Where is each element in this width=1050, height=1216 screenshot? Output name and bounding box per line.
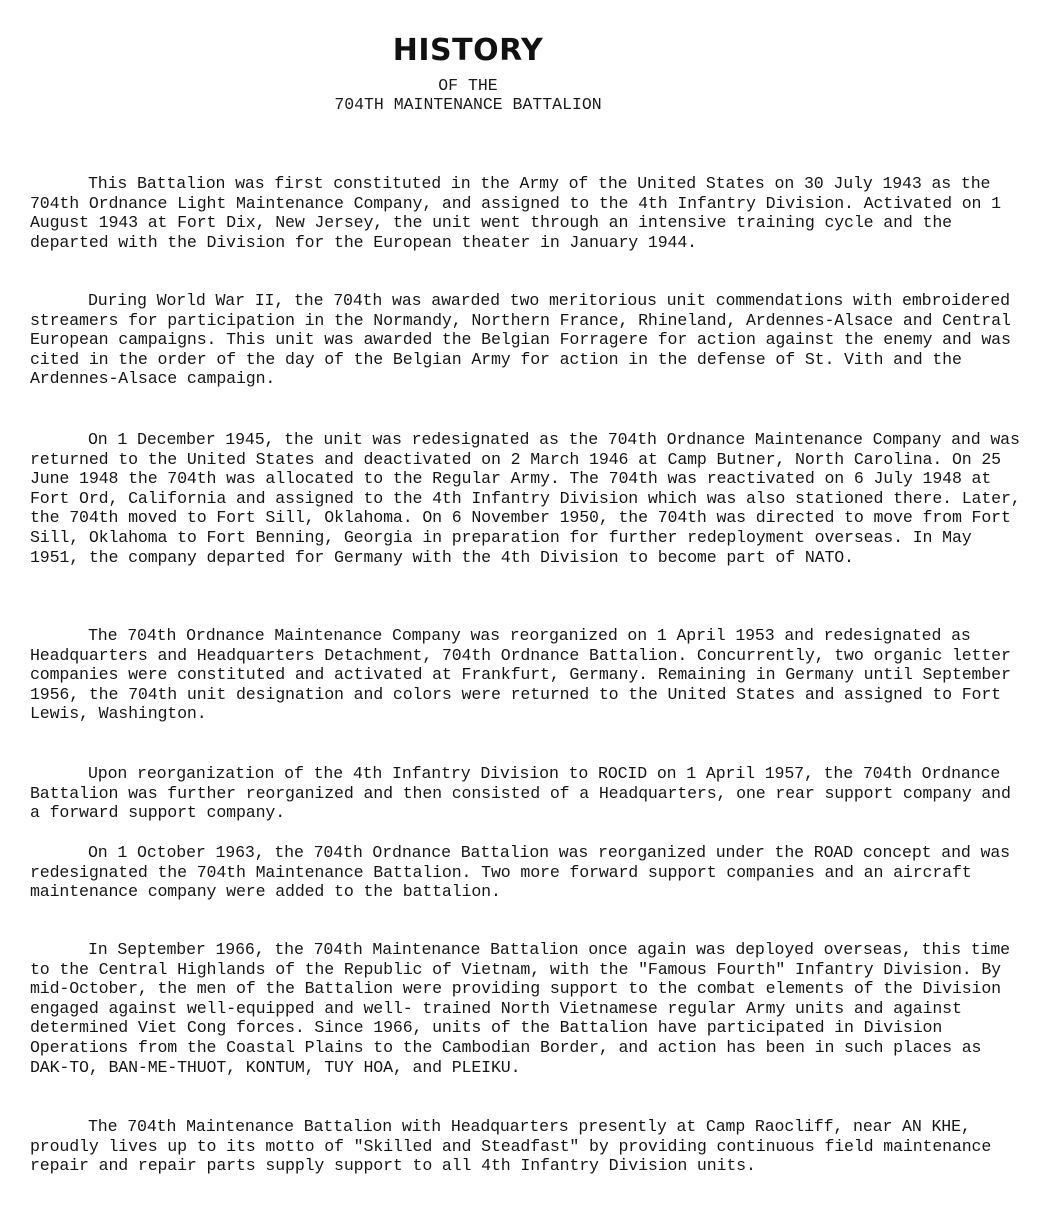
subtitle-unit-name: 704TH MAINTENANCE BATTALION [334,95,602,114]
paragraph-redesignation-1945: On 1 December 1945, the unit was redesignated as the 704th Ordnance Maintenance Company and was returned to the United States and deactivated on 2 March 1946 at Camp Butner, North Carolina. On 25 June 1948 the 704th was allocated to the Regular Army. The 704th was reactivated on 6 July 1948 at Fort Ord, California and assigned to the 4th Infantry Division which was also stationed there. Later, the 704th moved to Fort Sill, Oklahoma. On 6 November 1950, the 704th was directed to move from Fort Sill, Oklahoma to Fort Benning, Georgia in preparation for further redeployment overseas. In May 1951, the company departed for Germany with the 4th Division to become part of NATO. [30,430,1021,567]
paragraph-rocid-1957: Upon reorganization of the 4th Infantry Division to ROCID on 1 April 1957, the 704th Ordnance Battalion was further reorganized and then consisted of a Headquarters, one rear support company and a forward support company. [30,764,1011,823]
paragraph-camp-radcliff: The 704th Maintenance Battalion with Headquarters presently at Camp Raocliff, near AN KHE, proudly lives up to its motto of "Skilled and Steadfast" by providing continuous field maintenance repair and repair parts supply support to all 4th Infantry Division units. [30,1117,992,1176]
paragraph-constitution: This Battalion was first constituted in the Army of the United States on 30 July 1943 as the 704th Ordnance Light Maintenance Company, and assigned to the 4th Infantry Division. Activated on 1 August 1943 at Fort Dix, New Jersey, the unit went through an intensive training cycle and the departed with the Division for the European theater in January 1944. [30,174,1001,252]
paragraph-reorganization-1953: The 704th Ordnance Maintenance Company was reorganized on 1 April 1953 and redesignated as Headquarters and Headquarters Detachment, 704th Ordnance Battalion. Concurrently, two organic letter companies were constituted and activated at Frankfurt, Germany. Remaining in Germany until September 1956, the 704th unit designation and colors were returned to the United States and assigned to Fort Lewis, Washington. [30,626,1011,724]
paragraph-world-war-ii: During World War II, the 704th was awarded two meritorious unit commendations with embroidered streamers for participation in the Normandy, Northern France, Rhineland, Ardennes-Alsace and Central European campaigns. This unit was awarded the Belgian Forragere for action against the enemy and was cited in the order of the day of the Belgian Army for action in the defense of St. Vith and the Ardennes-Alsace campaign. [30,291,1011,389]
subtitle-of-the: OF THE [438,76,498,95]
paragraph-vietnam-1966: In September 1966, the 704th Maintenance Battalion once again was deployed overseas, this time to the Central Highlands of the Republic of Vietnam, with the "Famous Fourth" Infantry Division. By mid-October, the men of the Battalion were providing support to the combat elements of the Division engaged against well-equipped and well- trained North Vietnamese regular Army units and against determined Viet Cong forces. Since 1966, units of the Battalion have participated in Division Operations from the Coastal Plains to the Cambodian Border, and action has been in such places as DAK-TO, BAN-ME-THUOT, KONTUM, TUY HOA, and PLEIKU. [30,940,1010,1077]
document-title: HISTORY [392,33,544,68]
paragraph-road-1963: On 1 October 1963, the 704th Ordnance Battalion was reorganized under the ROAD concept and was redesignated the 704th Maintenance Battalion. Two more forward support companies and an aircraft maintenance company were added to the battalion. [30,843,1010,902]
